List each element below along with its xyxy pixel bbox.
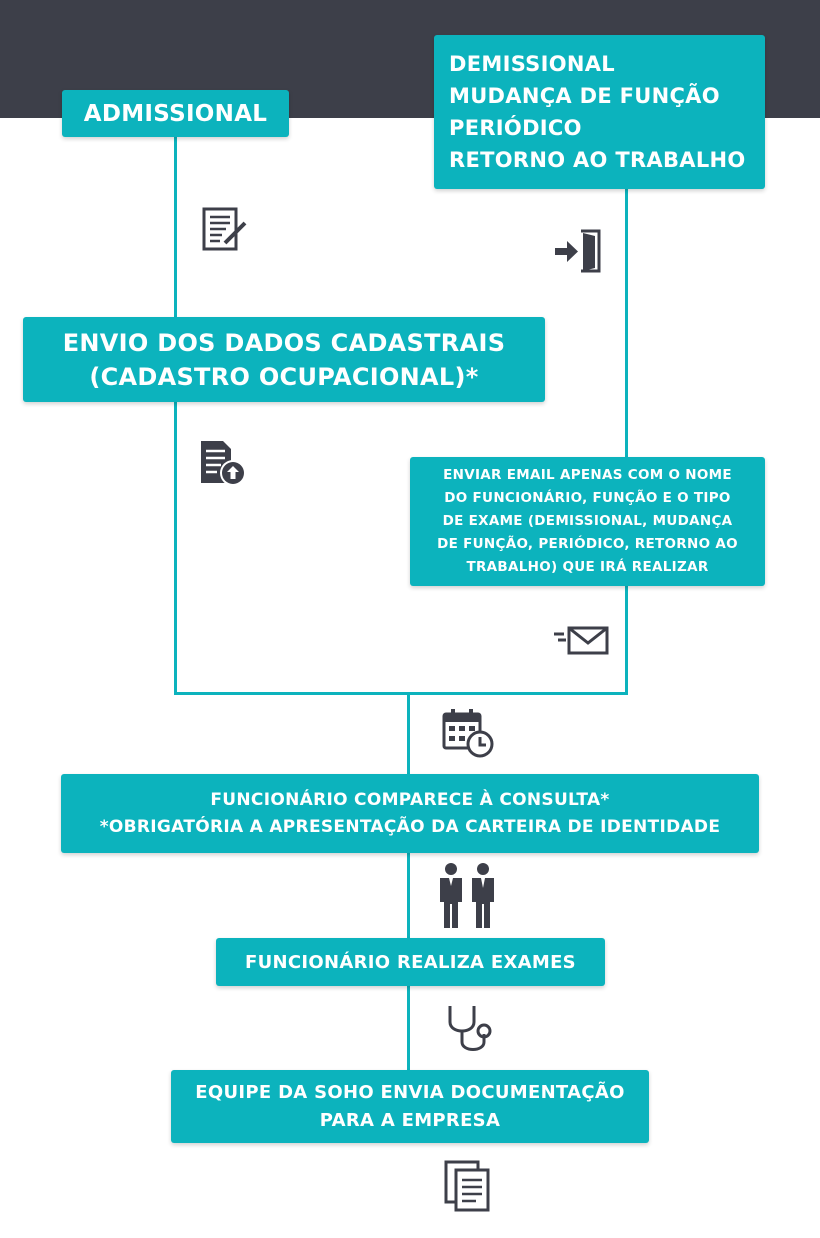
admissional-label: ADMISSIONAL: [83, 100, 268, 127]
email-send-icon: [552, 624, 610, 656]
stethoscope-icon: [444, 1004, 496, 1056]
enviar-email-label: ENVIAR EMAIL APENAS COM O NOME DO FUNCIONÁRIO, FUNÇÃO E O TIPO DE EXAME (DEMISSIONAL, MUDANÇA DE FUNÇÃO, PERIÓDICO, RETORNO AO TRABALHO) QUE IRÁ REALIZAR: [437, 467, 738, 575]
calendar-clock-icon: [442, 708, 494, 758]
connector-right-vertical: [625, 185, 628, 695]
people-icon: [438, 862, 496, 930]
envia-documentacao-label: EQUIPE DA SOHO ENVIA DOCUMENTAÇÃO PARA A EMPRESA: [195, 1081, 625, 1131]
connector-center-vertical: [407, 692, 410, 1082]
envio-dados-label: ENVIO DOS DADOS CADASTRAIS (CADASTRO OCUPACIONAL)*: [62, 328, 506, 391]
realiza-exames-label: FUNCIONÁRIO REALIZA EXAMES: [245, 951, 576, 973]
enviar-email-box: [410, 457, 765, 586]
realiza-exames-box: [216, 938, 605, 986]
envio-dados-box: [23, 317, 545, 402]
other-exams-label: DEMISSIONAL MUDANÇA DE FUNÇÃO PERIÓDICO RETORNO AO TRABALHO: [449, 52, 746, 172]
comparece-label: FUNCIONÁRIO COMPARECE À CONSULTA* *OBRIGATÓRIA A APRESENTAÇÃO DA CARTEIRA DE IDENTIDADE: [99, 789, 721, 837]
connector-horizontal: [174, 692, 628, 695]
exit-door-icon: [553, 229, 601, 273]
envia-documentacao-box: [171, 1070, 649, 1143]
other-exams-box: [434, 35, 765, 189]
form-sign-icon: [202, 207, 248, 251]
comparece-box: [61, 774, 759, 853]
document-upload-icon: [199, 439, 247, 487]
connector-left-vertical: [174, 130, 177, 695]
admissional-box: [62, 90, 289, 137]
documents-icon: [444, 1160, 492, 1212]
